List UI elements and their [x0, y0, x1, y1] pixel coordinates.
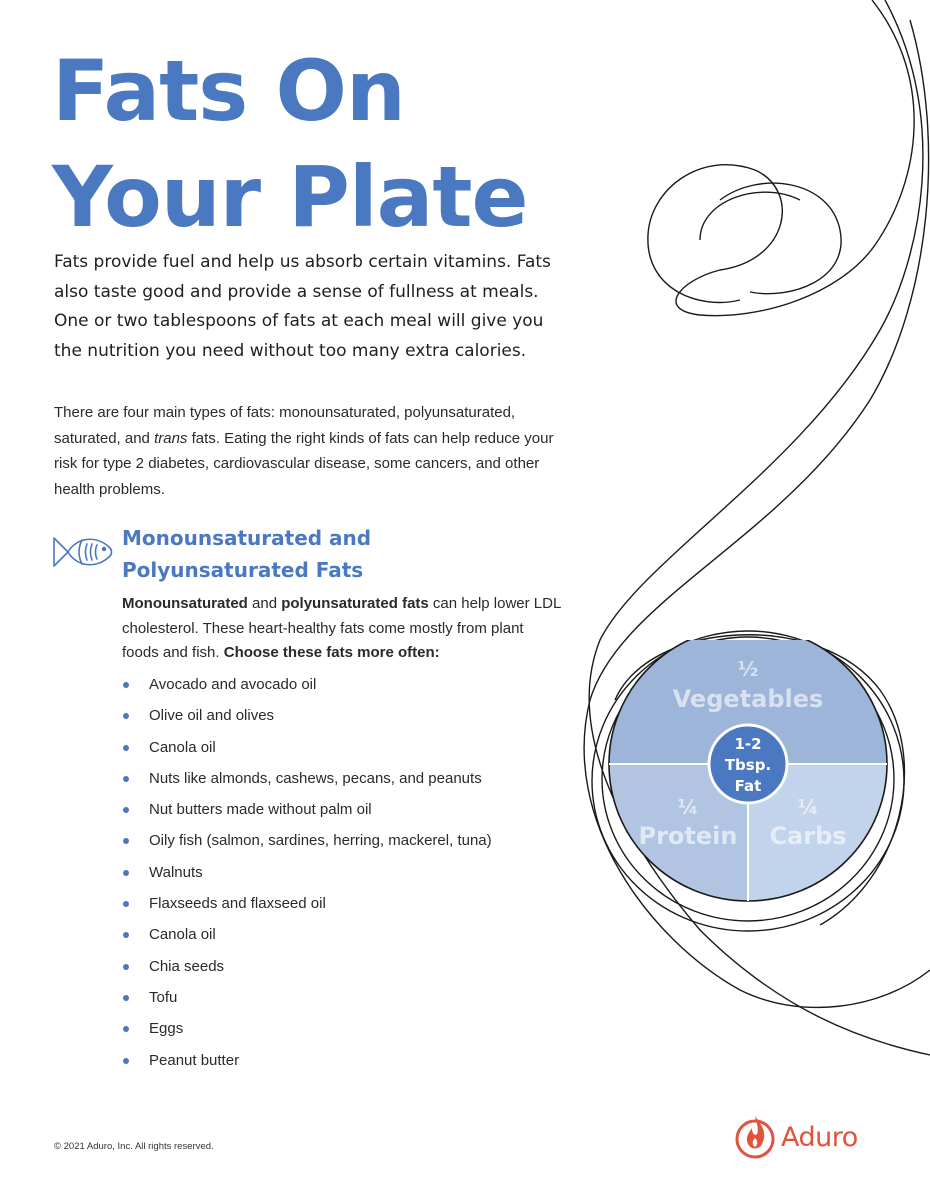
list-item [122, 763, 492, 794]
list-item-label: Olive oil and olives [149, 707, 275, 725]
list-item [122, 700, 492, 731]
title-line-1: Fats On [52, 42, 405, 140]
body-bold-polyunsaturated: polyunsaturated fats [281, 595, 429, 612]
list-item-label: Oily fish (salmon, sardines, herring, mackerel, tuna) [149, 832, 492, 850]
vegetables-fraction: ½ [737, 657, 759, 681]
list-item [122, 669, 492, 700]
list-item [122, 951, 492, 982]
trans-emphasis: trans [154, 429, 188, 447]
bullet-icon [123, 964, 129, 970]
carbs-fraction: ¼ [797, 795, 819, 819]
section-heading-line-2: Polyunsaturated Fats [122, 558, 364, 582]
fat-types-paragraph [54, 400, 564, 502]
bullet-icon [123, 776, 129, 782]
list-item [122, 857, 492, 888]
section-heading-line-1: Monounsaturated and [122, 526, 372, 550]
fat-amount: 1-2 [734, 735, 762, 753]
body-bold-choose: Choose these fats more often: [223, 644, 440, 661]
list-item-label: Flaxseeds and flaxseed oil [149, 895, 326, 913]
title-line-2: Your Plate [52, 148, 528, 246]
list-item-label: Nuts like almonds, cashews, pecans, and peanuts [149, 769, 482, 787]
list-item [122, 919, 492, 950]
plate-diagram [600, 640, 900, 910]
list-item [122, 982, 492, 1013]
fat-types-text-after: fats. Eating the right kinds of fats can help reduce your risk for type 2 diabetes, cardiovascular disease, some cancers, and other health problems. [54, 429, 554, 498]
list-item [122, 732, 492, 763]
protein-label: Protein [638, 822, 738, 850]
bullet-icon [123, 745, 129, 751]
bullet-icon [123, 901, 129, 907]
list-item-label: Canola oil [149, 738, 216, 756]
bullet-icon [123, 1026, 129, 1032]
list-item-label: Walnuts [149, 863, 203, 881]
body-text-1: and [247, 595, 282, 612]
list-item [122, 888, 492, 919]
list-item-label: Nut butters made without palm oil [149, 801, 372, 819]
brand-name: Aduro [781, 1121, 858, 1153]
list-item-label: Avocado and avocado oil [149, 676, 317, 693]
intro-paragraph: Fats provide fuel and help us absorb certain vitamins. Fats also taste good and provide a sense of fullness at meals. One or two tablespoons of fats at each meal will give you the nutrition you need without too many extra calories. [54, 252, 551, 361]
fat-label: Fat [734, 777, 762, 795]
page-title [52, 38, 527, 250]
healthy-fats-list [122, 669, 492, 1076]
list-item-label: Chia seeds [149, 957, 225, 975]
section-body-paragraph [122, 592, 562, 666]
flame-logo-icon [735, 1114, 775, 1160]
bullet-icon [123, 682, 129, 688]
brand-logo [735, 1114, 858, 1160]
vegetables-label: Vegetables [672, 685, 824, 713]
bullet-icon [123, 870, 129, 876]
protein-fraction: ¼ [677, 795, 699, 819]
bullet-icon [123, 807, 129, 813]
bullet-icon [123, 932, 129, 938]
body-bold-monounsaturated: Monounsaturated [122, 595, 248, 612]
fish-icon [52, 530, 114, 574]
bullet-icon [123, 713, 129, 719]
carbs-label: Carbs [769, 822, 847, 850]
bullet-icon [123, 838, 129, 844]
list-item [122, 1045, 492, 1076]
copyright-notice: © 2021 Aduro, Inc. All rights reserved. [54, 1141, 214, 1152]
body-text-2: can help lower LDL cholesterol. These heart-healthy fats come mostly from plant foods and fish. [122, 595, 561, 661]
list-item-label: Canola oil [149, 926, 216, 944]
list-item [122, 825, 492, 856]
list-item-label: Eggs [149, 1020, 184, 1038]
fat-types-text-before: There are four main types of fats: monounsaturated, polyunsaturated, saturated, and [54, 404, 516, 447]
list-item-label: Tofu [149, 988, 178, 1006]
bullet-icon [123, 995, 129, 1001]
list-item-label: Peanut butter [149, 1051, 240, 1069]
list-item [122, 794, 492, 825]
section-heading [122, 522, 371, 586]
bullet-icon [123, 1058, 129, 1064]
list-item [122, 1013, 492, 1044]
fat-unit: Tbsp. [724, 756, 772, 774]
